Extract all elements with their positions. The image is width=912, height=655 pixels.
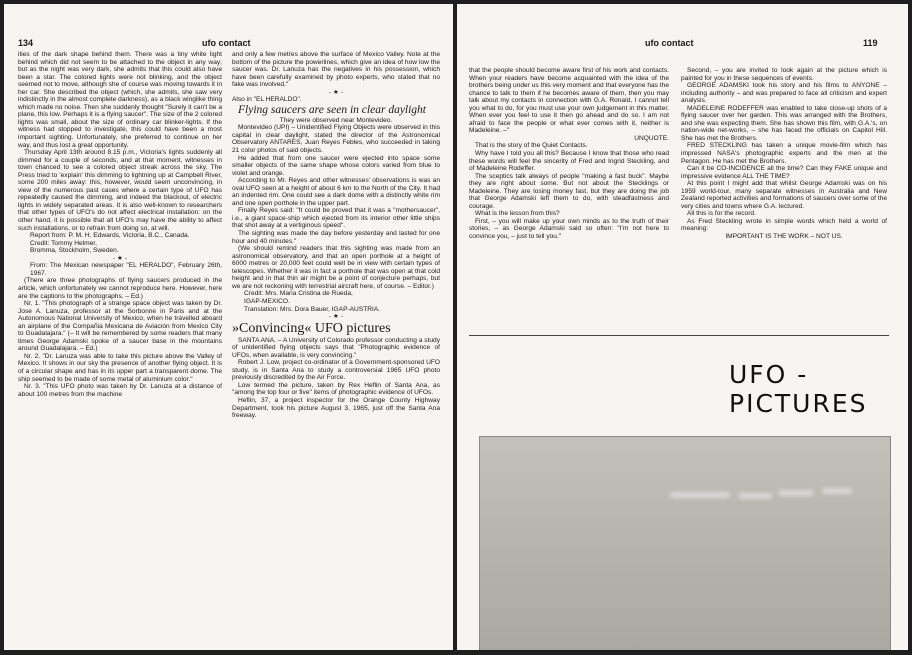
text-paragraph: FRED STECKLING has taken a unique movie-film which has impressed NASA's photographic experts and the men at the Pentagon. He has met the Brothers. xyxy=(681,142,887,165)
text-paragraph: Nr. 3. "This UFO photo was taken by Dr. Lanuza at a distance of about 100 metres from the machine xyxy=(18,383,222,398)
text-paragraph: Nr. 2. "Dr. Lanuza was able to take this picture above the Valley of Mexico. It shows in our sky the presence of another flying object. It is of a circular shape and has in its upper part a transparent dome. The ship seemed to be made of some metal of aluminium color." xyxy=(18,352,222,383)
text-paragraph: Credit: Mrs. Maria Cristina de Rueda, xyxy=(244,290,353,298)
text-paragraph: (We should remind readers that this sighting was made from an astronomical observatory, and that an open porthole at a height of 6000 metres or 20,000 feet could well be in view with certain types of telescopes. Whether it was in fact a porthole that was open at that cold height and in that thin air might be a point of conjecture perhaps, but we are not reckoning with terrestrial aircraft here, of course. – Editor.) xyxy=(232,245,440,290)
text-paragraph: - ★ - xyxy=(113,254,127,262)
ufo-pictures-title: UFO - PICTURES xyxy=(729,360,868,418)
text-paragraph: He added that from one saucer were ejected into space some smaller objects of the same shape whose colors varied from blue to violet and orange. xyxy=(232,154,440,177)
text-paragraph: Thursday April 13th around 8.15 p.m., Victoria's lights suddenly all dimmed for a couple of seconds, and at that moment, witnesses in town chanced to see a colored object streak across the sky. The Press tried to 'explain' this dimming to lightning up at Campbell River, some 200 miles away: this, however, would seem unconvincing, in view of the numerous past cases where a certain type of UFO has repeatedly caused the dimming, and indeed the blackout, of electric lights in widely separated areas. It is also well-known to researchers that other types of UFO's do not affect electrical installation: on the other hand, it is possible that all UFO's may have the ability to affect such installations, or to refrain from doing so, at will. xyxy=(18,149,222,232)
text-paragraph: From: The Mexican newspaper "EL HERALDO", February 26th, 1967. xyxy=(30,262,222,277)
text-paragraph: The sceptics talk always of people "making a fast buck". Maybe they are right about some. But not about the Stecklings or Madeleine. They are losing money fast, but they are doing the job that George Adamski left them to do, with steadfastness and courage. xyxy=(469,172,669,210)
text-paragraph: All this is for the record. xyxy=(687,210,756,218)
text-paragraph: GEORGE ADAMSKI took his story and his films to ANYONE – including authority – and was prepared to face all criticism and expert analysis. xyxy=(681,82,887,105)
page-number-left: 134 xyxy=(18,38,34,48)
text-paragraph: - ★ - xyxy=(329,88,343,96)
article-heading-convincing: »Convincing« UFO pictures xyxy=(232,320,391,336)
running-head-right: ufo contact xyxy=(645,38,694,48)
text-paragraph: Translation: Mrs. Dora Bauer, IGAP-AUSTRIA. xyxy=(244,305,381,313)
text-paragraph: that the people should become aware first of his work and contacts. When your readers have become acquainted with the idea of the brothers being under us this very moment and that everyone has the chance to talk to them if he becomes aware of them, then you may talk about my contacts in connection with G.A. Ronald, I cannot tell you what to do, for you must use your own judgement in this matter. When ever you feel to use it then go ahead and do so. I am not afraid to face the people or what ever comes with it, neither is Madeleine. –" xyxy=(469,67,669,135)
text-paragraph: Robert J. Low, project co-ordinator of a Government-sponsored UFO study, is in Santa Ana to study a controversial 1965 UFO photo previously discredited by the Air Force. xyxy=(232,359,440,382)
article-heading-daylight: Flying saucers are seen in clear daylight xyxy=(238,103,427,116)
text-paragraph: What is the lesson from this? xyxy=(475,210,560,218)
right-page xyxy=(457,4,908,650)
left-page-column-1 xyxy=(18,51,222,645)
text-paragraph: MADELEINE RODEFFER was enabled to take close-up shots of a flying saucer over her garden. This was arranged with the Brothers, and she was expecting them. She has shown this film, with G.A.'s, on nation-wide net-works, – she has faced the officials on Capitol Hill. She has met the Brothers. xyxy=(681,104,887,142)
photo-light-streak xyxy=(778,490,814,496)
text-paragraph: Heflin, 37, a project inspector for the Orange County Highway Department, took his picture August 3, 1965, just off the Santa Ana freeway. xyxy=(232,396,440,420)
column-2-daylight-article xyxy=(232,117,440,321)
ufo-photograph xyxy=(479,436,891,650)
text-paragraph: Finally Reyes said: "It could be proved that it was a "mothersaucer", i.e., a giant space-ship which ejected from its interior other little ships that shot away at a vertiginous speed". xyxy=(232,207,440,230)
right-page-column-1 xyxy=(469,67,669,347)
text-paragraph: That is the story of the Quiet Contacts. xyxy=(475,142,588,150)
text-paragraph: Why have I told you all this? Because I know that those who read these words will feel the sincerity of Fred and Ingrid Steckling, and of Madeleine Rodeffer. xyxy=(469,150,669,173)
text-paragraph: IGAP-MEXICO. xyxy=(244,297,290,305)
text-paragraph: Nr. 1. "This photograph of a strange space object was taken by Dr. Jose A. Lanuza, professor at the Sorbonne in Paris and at the Autonomous National University of Mexico, when he travelled aboard an airplane of the Compañia Mexicana de Aviación from Mexico City to Guadalajara." (– It will be remembered by some readers that many times George Adamski spoke of a saucer base in the mountains around Guadalajara. – Ed.) xyxy=(18,300,222,353)
page-number-right: 119 xyxy=(863,38,878,48)
column-2-convincing-article xyxy=(232,337,440,420)
text-paragraph: Second, – you are invited to look again at the picture which is painted for you in these sequences of events. xyxy=(681,67,887,82)
text-paragraph: First, – you will make up your own minds as to the truth of their stories, – as George Adamski said so often: "I'm not here to convince you, – just to tell you." xyxy=(469,217,669,241)
text-paragraph: and only a few metres above the surface of Mexico Valley. Note at the bottom of the picture the powerlines, which give an idea of how low the saucer was. Dr. Lanuza has the negatives in his possession, which have been carefully examined by photo experts, who stated that no fake was involved." xyxy=(232,51,440,89)
text-paragraph: At this point I might add that whilst George Adamski was on his 1959 world-tour, many separate witnesses in Australia and New Zealand reported activities and formations of saucers over some of the very cities and towns where G.A. lectured. xyxy=(681,180,887,210)
photo-light-streak xyxy=(738,493,772,499)
right-page-column-2 xyxy=(681,67,887,347)
running-head-left: ufo contact xyxy=(202,38,251,48)
text-paragraph: Report from: P. M. H. Edwards, Victoria, B.C., Canada. xyxy=(30,232,190,240)
section-divider xyxy=(469,335,889,336)
text-paragraph: ities of the dark shape behind them. There was a tiny white light behind which did not seem to be attached to the object in any way; but as the night was very dark, she admits that this could also have been a star. The colored lights were not blinking, and the object seemed not to move, although she of course was moving towards it in her car. She described the object (which, she admits, she saw very indistinctly in the almost complete darkness), as a black winglike thing which made no noise. Then she suddenly thought "Surely it can't be a plane, this low. Perhaps it is a flying saucer". The size of the 2 colored lights was small, about the size of ordinary car blinker-lights. If the witness had stopped to investigate, this could have been a most important sighting. Unfortunately, she preferred to continue on her way, and thus lost a great opportunity. xyxy=(18,51,222,149)
text-paragraph: As Fred Steckling wrote in simple words which held a world of meaning: xyxy=(681,217,887,233)
text-paragraph: Bromma, Stockholm, Sweden. xyxy=(30,247,119,255)
text-paragraph: Low termed the picture, taken by Rex Heflin of Santa Ana, as "among the top four or five" items of photographic evidence of UFOs. xyxy=(232,381,440,397)
photo-light-streak xyxy=(822,488,852,494)
left-page-column-2 xyxy=(232,51,440,645)
text-paragraph: According to Mr. Reyes and other witnesses' observations is was an oval UFO seen at a height of about 6 km to the North of the City. It had an indented rim. One could see a dark dome with a distinctly white rim and one open porthole in the upper part. xyxy=(232,177,440,207)
text-paragraph: Also in "EL HERALDO". xyxy=(232,96,302,104)
text-paragraph: The sighting was made the day before yesterday and lasted for one hour and 40 minutes." xyxy=(232,230,440,245)
photo-light-streak xyxy=(670,492,730,498)
text-paragraph: Montevideo (UPI) – Unidentified Flying Objects were observed in this capital in clear daylight, stated the director of the Astronomical Observatory ANTARES, Juan Reyes Febles, who succeeded in taking 21 color photos of said objects. xyxy=(232,124,440,155)
text-paragraph: UNQUOTE. xyxy=(634,134,669,142)
text-paragraph: SANTA ANA. – A University of Colorado professor conducting a study of unidentified flying objects says that "Photographic evidence of UFOs, when available, is very convincing." xyxy=(232,336,440,359)
left-page xyxy=(4,4,453,650)
column-2-intro xyxy=(232,51,440,104)
text-paragraph: Credit: Tommy Helmer, xyxy=(30,239,97,247)
text-paragraph: (There are three photographs of flying saucers produced in the article, which unfortunately we cannot reproduce here. However, here are the captions to the photographs. – Ed.) xyxy=(18,277,222,300)
text-paragraph: Can it be CO-INCIDENCE all the time? Can they FAKE unique and impressive evidence ALL THE TIME? xyxy=(681,165,887,180)
text-paragraph: They were observed near Montevideo. xyxy=(279,116,393,124)
text-paragraph: IMPORTANT IS THE WORK – NOT US. xyxy=(725,233,843,241)
text-paragraph: - ★ - xyxy=(329,313,343,321)
